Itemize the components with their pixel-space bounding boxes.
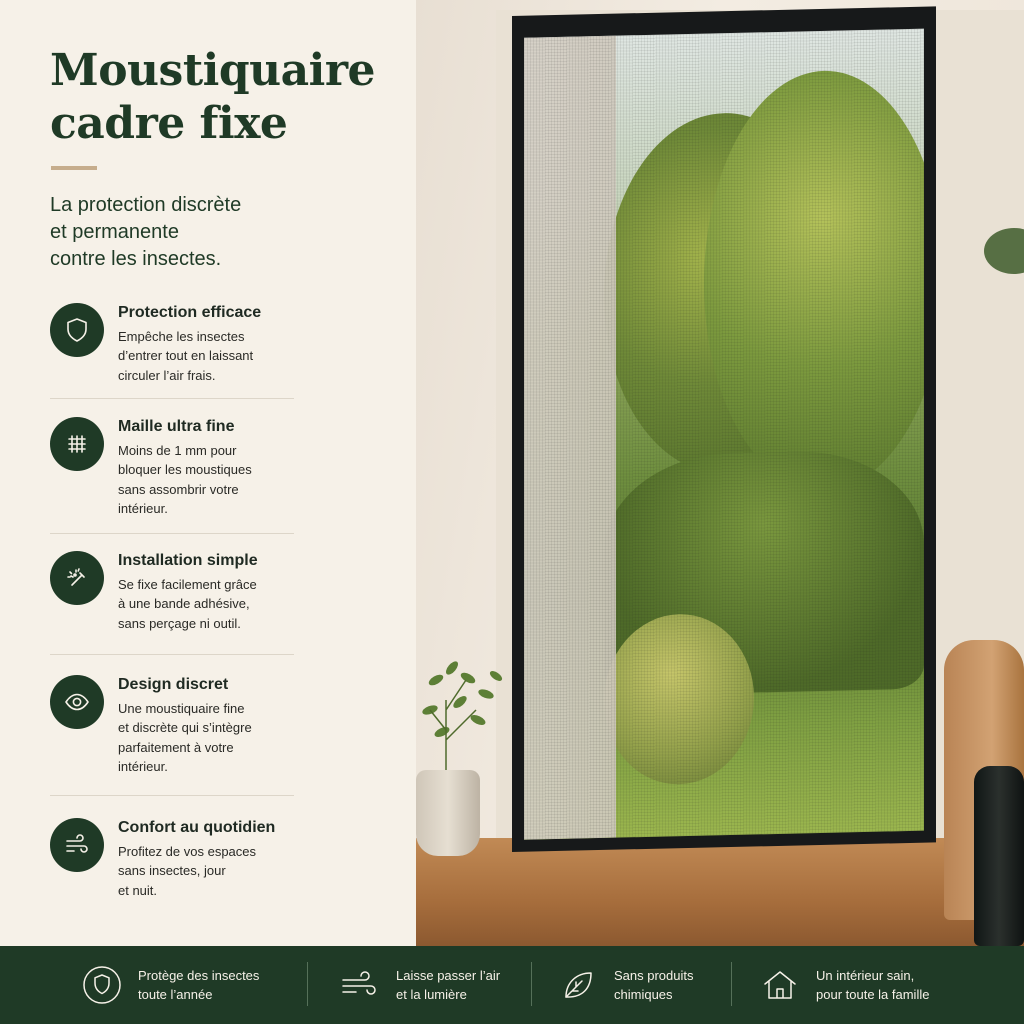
bar-separator bbox=[731, 962, 732, 1006]
screen-frame bbox=[512, 6, 936, 852]
benefit-protection bbox=[82, 946, 259, 1024]
feature-title: Maille ultra fine bbox=[118, 418, 235, 435]
benefit-text: Protège des insectes toute l’année bbox=[138, 968, 260, 1002]
feature-divider bbox=[50, 654, 294, 655]
feature-description: Profitez de vos espaces sans insectes, jour et nuit. bbox=[118, 844, 257, 898]
benefit-text: Laisse passer l’air et la lumière bbox=[396, 968, 501, 1002]
benefit-healthy-home bbox=[760, 946, 929, 1024]
info-panel bbox=[0, 0, 416, 946]
bottle bbox=[974, 766, 1024, 946]
shield-icon bbox=[50, 303, 104, 357]
mesh-texture bbox=[524, 29, 924, 840]
bar-separator bbox=[531, 962, 532, 1006]
feature-title: Installation simple bbox=[118, 552, 258, 569]
feature-description: Empêche les insectes d’entrer tout en laissant circuler l’air frais. bbox=[118, 329, 254, 383]
mesh-grid-icon bbox=[50, 417, 104, 471]
wind-icon bbox=[50, 818, 104, 872]
page-subtitle: La protection discrète et permanente contre les insectes. bbox=[50, 194, 242, 270]
wind-icon bbox=[340, 965, 380, 1005]
garden-view bbox=[524, 29, 924, 840]
feature-description: Se fixe facilement grâce à une bande adhésive, sans perçage ni outil. bbox=[118, 577, 257, 631]
shield-icon bbox=[82, 965, 122, 1005]
feature-description: Moins de 1 mm pour bloquer les moustiques sans assombrir votre intérieur. bbox=[118, 443, 252, 516]
benefit-text: Sans produits chimiques bbox=[614, 968, 694, 1002]
bar-separator bbox=[307, 962, 308, 1006]
page-title: Moustiquaire cadre fixe bbox=[50, 45, 376, 149]
feature-title: Design discret bbox=[118, 676, 229, 693]
benefit-air bbox=[340, 946, 500, 1024]
product-photo bbox=[416, 0, 1024, 946]
benefit-text: Un intérieur sain, pour toute la famille bbox=[816, 968, 930, 1002]
feature-title: Confort au quotidien bbox=[118, 819, 276, 836]
benefit-no-chemicals bbox=[558, 946, 694, 1024]
feature-divider bbox=[50, 795, 294, 796]
plant-pot bbox=[416, 770, 480, 856]
install-tool-icon bbox=[50, 551, 104, 605]
feature-title: Protection efficace bbox=[118, 304, 262, 321]
plant bbox=[416, 640, 516, 780]
eye-icon bbox=[50, 675, 104, 729]
feature-divider bbox=[50, 398, 294, 399]
title-divider bbox=[51, 166, 97, 170]
feature-divider bbox=[50, 533, 294, 534]
leaf-icon bbox=[558, 965, 598, 1005]
house-icon bbox=[760, 965, 800, 1005]
window-sill bbox=[416, 838, 1024, 946]
feature-description: Une moustiquaire fine et discrète qui s’intègre parfaitement à votre intérieur. bbox=[118, 701, 252, 774]
